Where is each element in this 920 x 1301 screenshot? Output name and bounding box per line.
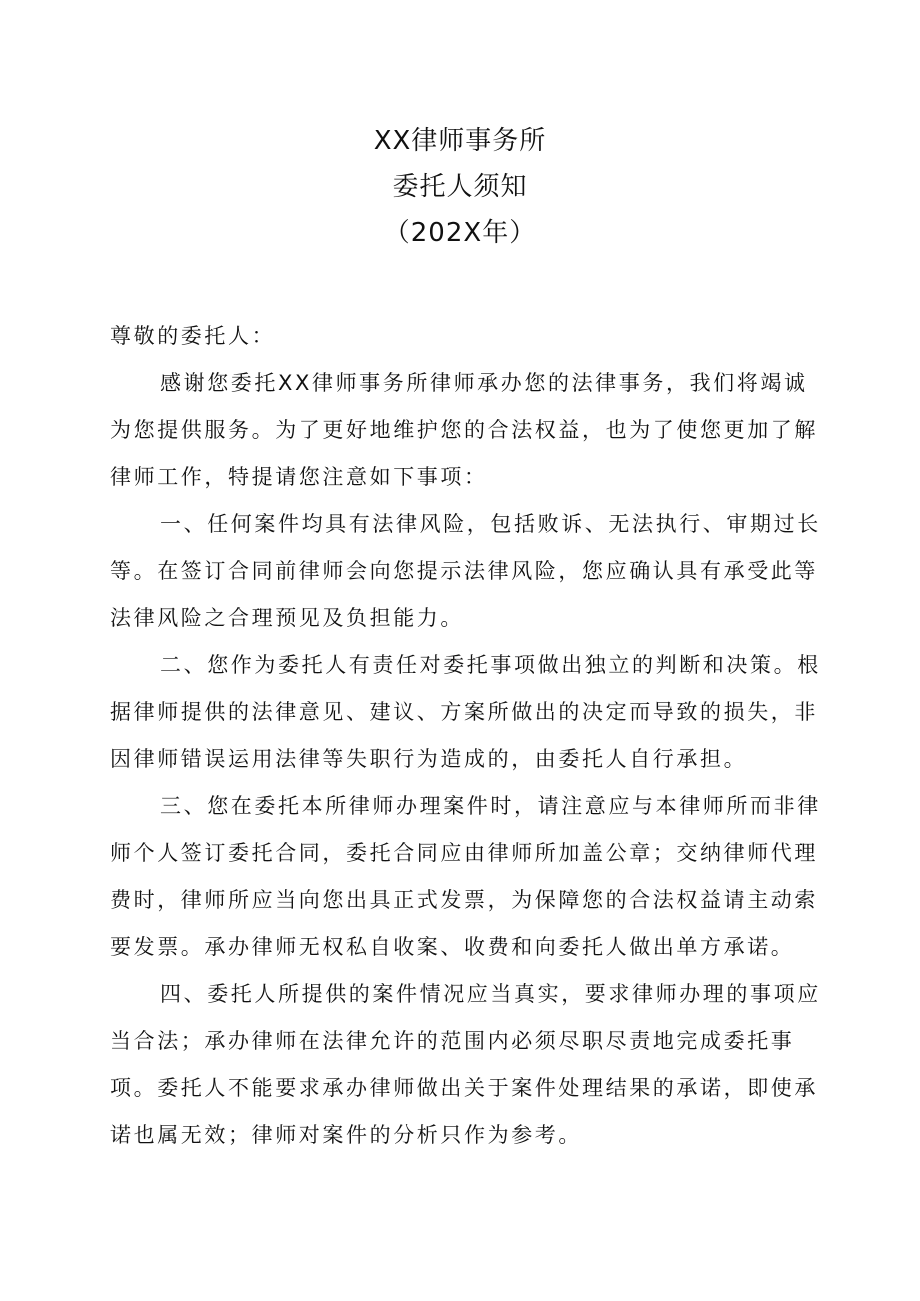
document-body xyxy=(110,313,830,1159)
paragraph-item-3: 三、您在委托本所律师办理案件时，请注意应与本律师所而非律师个人签订委托合同，委托合同应由律师所加盖公章；交纳律师代理费时，律师所应当向您出具正式发票，为保障您的合法权益请主动索要发票。承办律师无权私自收案、收费和向委托人做出单方承诺。 xyxy=(110,794,821,959)
notice-heading: 委托人须知 xyxy=(392,172,528,202)
document-title xyxy=(0,118,920,256)
year-heading: （202X年） xyxy=(383,218,537,248)
paragraph-item-2: 二、您作为委托人有责任对委托事项做出独立的判断和决策。根据律师提供的法律意见、建议、方案所做出的决定而导致的损失，非因律师错误运用法律等失职行为造成的，由委托人自行承担。 xyxy=(110,653,821,771)
salutation: 尊敬的委托人： xyxy=(110,324,276,348)
paragraph-item-1: 一、任何案件均具有法律风险，包括败诉、无法执行、审期过长等。在签订合同前律师会向您提示法律风险，您应确认具有承受此等法律风险之合理预见及负担能力。 xyxy=(110,512,821,630)
firm-name-heading: XX律师事务所 xyxy=(373,126,547,156)
paragraph-intro: 感谢您委托XX律师事务所律师承办您的法律事务，我们将竭诚为您提供服务。为了更好地维护您的合法权益，也为了使您更加了解律师工作，特提请您注意如下事项： xyxy=(110,371,818,489)
paragraph-item-4: 四、委托人所提供的案件情况应当真实，要求律师办理的事项应当合法；承办律师在法律允许的范围内必须尽职尽责地完成委托事项。委托人不能要求承办律师做出关于案件处理结果的承诺，即使承诺也属无效；律师对案件的分析只作为参考。 xyxy=(110,982,821,1147)
